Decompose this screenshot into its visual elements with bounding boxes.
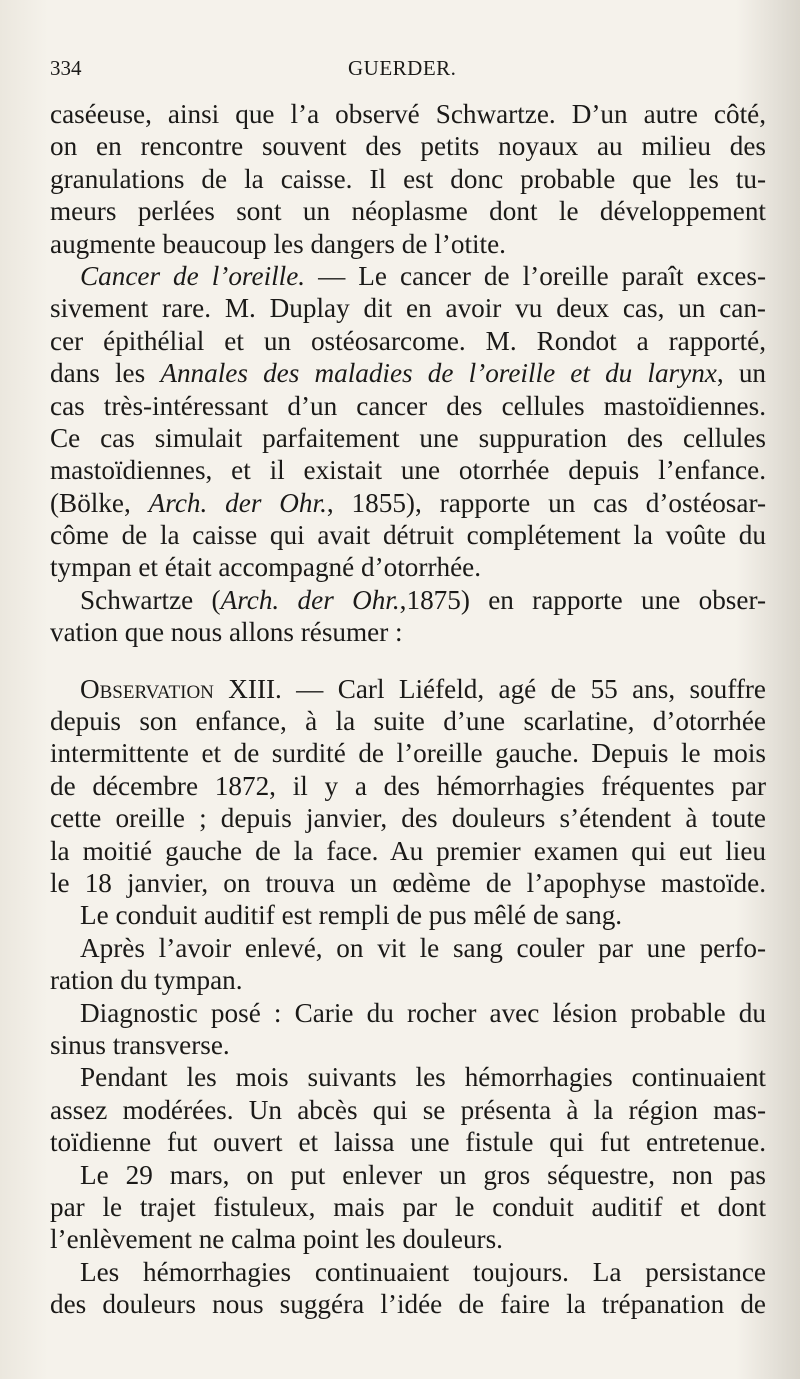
text-line: Cancer de l’oreille. — Le cancer de l’oreille paraît exces-: [80, 260, 766, 291]
text-line: l’enlèvement ne calma point les douleurs.: [50, 1224, 503, 1255]
text-line: meurs perlées sont un néoplasme dont le développement: [50, 196, 766, 227]
page-number: 334: [50, 56, 82, 80]
text-line: vation que nous allons résumer :: [50, 617, 403, 648]
text-line: intermittente et de surdité de l’oreille gauche. Depuis le mois: [50, 738, 766, 769]
text-line: dans les Annales des maladies de l’oreille et du larynx, un: [50, 358, 767, 389]
text-line: Après l’avoir enlevé, on vit le sang couler par une perfo-: [80, 932, 766, 963]
text-line: depuis son enfance, à la suite d’une scarlatine, d’otorrhée: [50, 706, 766, 737]
text-line: des douleurs nous suggéra l’idée de faire la trépanation de: [50, 1289, 766, 1320]
text-line: toïdienne fut ouvert et laissa une fistule qui fut entretenue.: [50, 1127, 766, 1158]
text-line: (Bölke, Arch. der Ohr., 1855), rapporte un cas d’ostéosar-: [50, 487, 767, 518]
text-line: Observation XIII. — Carl Liéfeld, agé de 55 ans, souffre: [80, 673, 766, 704]
text-line: de décembre 1872, il y a des hémorrhagies fréquentes par: [50, 770, 766, 801]
text-line: sinus transverse.: [50, 1029, 230, 1060]
text-line: cette oreille ; depuis janvier, des douleurs s’étendent à toute: [50, 803, 766, 834]
running-title: GUERDER.: [348, 56, 457, 80]
text-line: granulations de la caisse. Il est donc probable que les tu-: [50, 163, 766, 194]
text-line: ration du tympan.: [50, 965, 243, 996]
text-line: cas très-intéressant d’un cancer des cellules mastoïdiennes.: [50, 390, 766, 421]
text-line: sivement rare. M. Duplay dit en avoir vu deux cas, un can-: [50, 293, 766, 324]
text-line: cer épithélial et un ostéosarcome. M. Rondot a rapporté,: [50, 325, 766, 356]
text-line: Le 29 mars, on put enlever un gros séquestre, non pas: [80, 1159, 766, 1190]
text-line: caséeuse, ainsi que l’a observé Schwartze. D’un autre côté,: [50, 99, 766, 129]
text-line: Diagnostic posé : Carie du rocher avec lésion probable du: [80, 997, 766, 1028]
text-line: le 18 janvier, on trouva un œdème de l’apophyse mastoïde.: [50, 867, 766, 898]
text-line: tympan et était accompagné d’otorrhée.: [50, 552, 482, 583]
text-line: mastoïdiennes, et il existait une otorrhée depuis l’enfance.: [50, 455, 766, 486]
text-line: la moitié gauche de la face. Au premier examen qui eut lieu: [50, 835, 766, 866]
body-text: [50, 98, 766, 1320]
running-head: [46, 56, 760, 90]
text-line: augmente beaucoup les dangers de l’otite.: [50, 228, 506, 259]
text-line: Le conduit auditif est rempli de pus mêlé de sang.: [80, 900, 623, 931]
text-line: Les hémorrhagies continuaient toujours. La persistance: [80, 1256, 766, 1287]
text-line: assez modérées. Un abcès qui se présenta à la région mas-: [50, 1094, 766, 1125]
text-line: Pendant les mois suivants les hémorrhagies continuaient: [80, 1062, 766, 1093]
text-line: par le trajet fistuleux, mais par le conduit auditif et dont: [50, 1191, 766, 1222]
text-line: Ce cas simulait parfaitement une suppuration des cellules: [50, 422, 766, 453]
text-line: côme de la caisse qui avait détruit complétement la voûte du: [50, 520, 766, 551]
text-line: Schwartze (Arch. der Ohr.,1875) en rapporte une obser-: [80, 584, 767, 615]
text-line: on en rencontre souvent des petits noyaux au milieu des: [50, 131, 766, 162]
